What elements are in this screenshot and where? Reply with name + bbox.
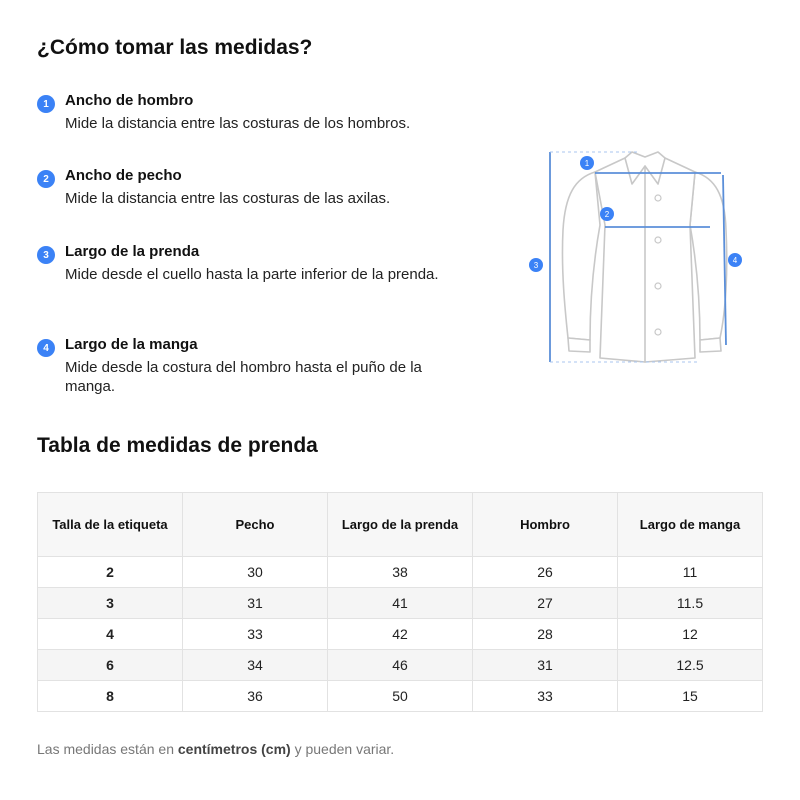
- svg-text:4: 4: [732, 256, 738, 265]
- table-header-row: [38, 493, 763, 557]
- table-cell: 50: [328, 681, 473, 712]
- shirt-icon: [520, 140, 760, 375]
- table-title: Tabla de medidas de prenda: [37, 434, 318, 457]
- table-row: [38, 681, 763, 712]
- table-cell: 46: [328, 650, 473, 681]
- step-title: Largo de la manga: [65, 336, 198, 353]
- column-header: Hombro: [473, 493, 618, 557]
- table-cell: 34: [183, 650, 328, 681]
- units-footnote: [37, 741, 394, 757]
- size-cell: 6: [38, 650, 183, 681]
- step-description: Mide desde la costura del hombro hasta el puño de la manga.: [65, 359, 422, 395]
- table-cell: 12.5: [618, 650, 763, 681]
- step-description: Mide la distancia entre las costuras de las axilas.: [65, 190, 391, 207]
- table-cell: 11: [618, 557, 763, 588]
- table-cell: 31: [473, 650, 618, 681]
- step-number-badge: 2: [37, 170, 55, 188]
- step-number-badge: 3: [37, 246, 55, 264]
- size-cell: 4: [38, 619, 183, 650]
- table-cell: 28: [473, 619, 618, 650]
- table-row: [38, 557, 763, 588]
- size-cell: 2: [38, 557, 183, 588]
- table-cell: 27: [473, 588, 618, 619]
- step-number-badge: 1: [37, 95, 55, 113]
- table-cell: 12: [618, 619, 763, 650]
- table-cell: 33: [183, 619, 328, 650]
- footnote-suffix: y pueden variar.: [290, 741, 395, 757]
- svg-text:3: 3: [533, 261, 539, 270]
- size-cell: 8: [38, 681, 183, 712]
- table-cell: 42: [328, 619, 473, 650]
- svg-text:2: 2: [604, 210, 610, 219]
- table-cell: 36: [183, 681, 328, 712]
- marker-2: [600, 207, 614, 221]
- column-header: Largo de manga: [618, 493, 763, 557]
- size-cell: 3: [38, 588, 183, 619]
- table-row: [38, 588, 763, 619]
- step-description: Mide desde el cuello hasta la parte inferior de la prenda.: [65, 266, 439, 283]
- table-cell: 15: [618, 681, 763, 712]
- column-header: Talla de la etiqueta: [38, 493, 183, 557]
- table-cell: 31: [183, 588, 328, 619]
- table-cell: 33: [473, 681, 618, 712]
- table-cell: 30: [183, 557, 328, 588]
- step-title: Ancho de pecho: [65, 167, 182, 184]
- footnote-units: centímetros (cm): [177, 741, 291, 757]
- svg-text:1: 1: [584, 159, 590, 168]
- column-header: Largo de la prenda: [328, 493, 473, 557]
- step-title: Ancho de hombro: [65, 92, 194, 109]
- footnote-prefix: Las medidas están en: [37, 741, 178, 757]
- step-number-badge: 4: [37, 339, 55, 357]
- step-description: Mide la distancia entre las costuras de los hombros.: [65, 115, 411, 132]
- marker-4: [728, 253, 742, 267]
- table-row: [38, 650, 763, 681]
- table-row: [38, 619, 763, 650]
- marker-1: [580, 156, 594, 170]
- table-cell: 11.5: [618, 588, 763, 619]
- page-title: ¿Cómo tomar las medidas?: [37, 36, 313, 59]
- table-cell: 41: [328, 588, 473, 619]
- marker-3: [529, 258, 543, 272]
- step-title: Largo de la prenda: [65, 243, 200, 260]
- size-chart-table: [37, 492, 763, 712]
- table-cell: 26: [473, 557, 618, 588]
- column-header: Pecho: [183, 493, 328, 557]
- table-cell: 38: [328, 557, 473, 588]
